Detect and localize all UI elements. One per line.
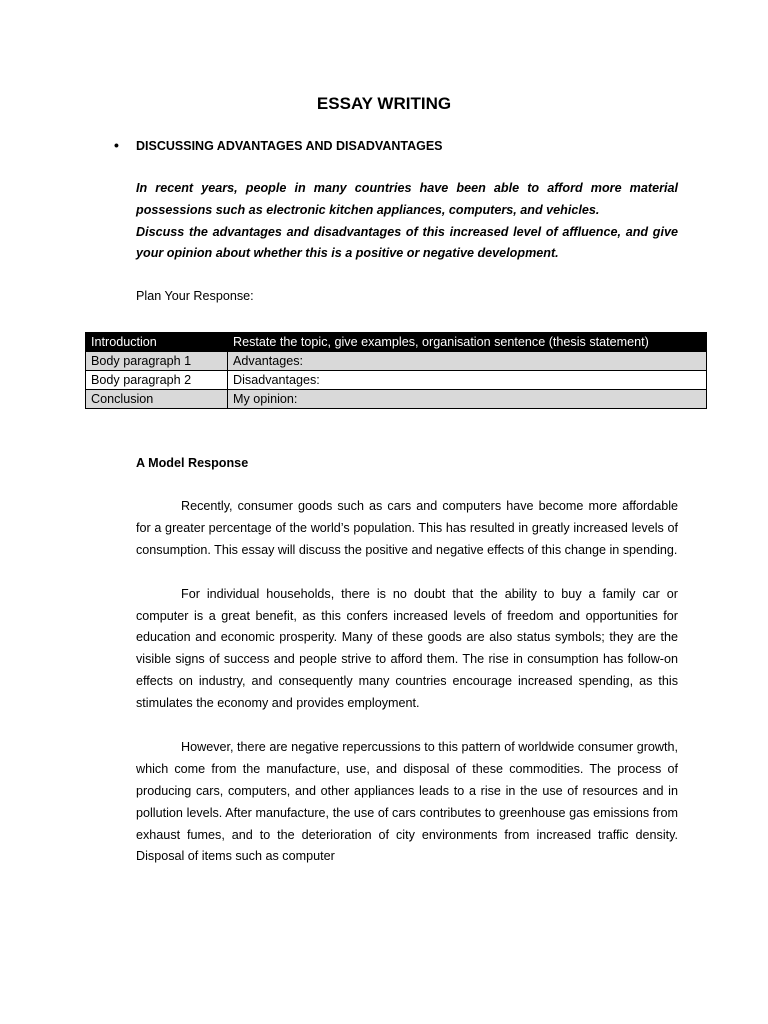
table-row [86,333,707,352]
plan-content-cell: Advantages: [228,352,707,371]
essay-paragraph-disadvantages: However, there are negative repercussions to this pattern of worldwide consumer growth, which come from the manufacture, use, and disposal of these commodities. The process of producing cars, computers, and other appliances leads to a rise in the use of resources and in pollution levels. After manufacture, the use of cars contributes to greenhouse gas emissions from exhaust fumes, and to the deterioration of city environments from increased traffic density. Disposal of items such as computer [136,739,678,864]
model-essay [136,496,678,890]
table-row [86,371,707,390]
bullet-icon: • [114,137,119,153]
table-row [86,352,707,371]
plan-table [85,332,707,409]
model-response-heading: A Model Response [136,456,249,470]
plan-part-cell: Conclusion [86,390,228,409]
prompt-statement: In recent years, people in many countries have been able to afford more material possessions such as electronic kitchen appliances, computers, and vehicles. [136,181,678,217]
section-heading: DISCUSSING ADVANTAGES AND DISADVANTAGES [136,139,443,153]
essay-prompt [136,178,678,265]
essay-paragraph-introduction: Recently, consumer goods such as cars and computers have become more affordable for a greater percentage of the world’s population. This has resulted in greatly increased levels of consumption. This essay will discuss the positive and negative effects of this change in spending. [136,499,678,557]
plan-content-cell: My opinion: [228,390,707,409]
section-heading-row [114,137,443,153]
plan-part-cell: Introduction [86,333,228,352]
plan-part-cell: Body paragraph 1 [86,352,228,371]
table-row [86,390,707,409]
plan-content-cell: Restate the topic, give examples, organisation sentence (thesis statement) [228,333,707,352]
essay-paragraph-advantages: For individual households, there is no doubt that the ability to buy a family car or computer is a great benefit, as this confers increased levels of freedom and opportunities for education and economic prosperity. Many of these goods are also status symbols; they are the visible signs of success and people strive to afford them. The rise in consumption has follow-on effects on industry, and consequently many countries encourage increased spending, as this stimulates the economy and provides employment. [136,586,678,711]
prompt-task: Discuss the advantages and disadvantages of this increased level of affluence, and give your opinion about whether this is a positive or negative development. [136,224,678,261]
plan-part-cell: Body paragraph 2 [86,371,228,390]
document-title: ESSAY WRITING [316,94,452,113]
plan-content-cell: Disadvantages: [228,371,707,390]
plan-label: Plan Your Response: [136,289,254,303]
